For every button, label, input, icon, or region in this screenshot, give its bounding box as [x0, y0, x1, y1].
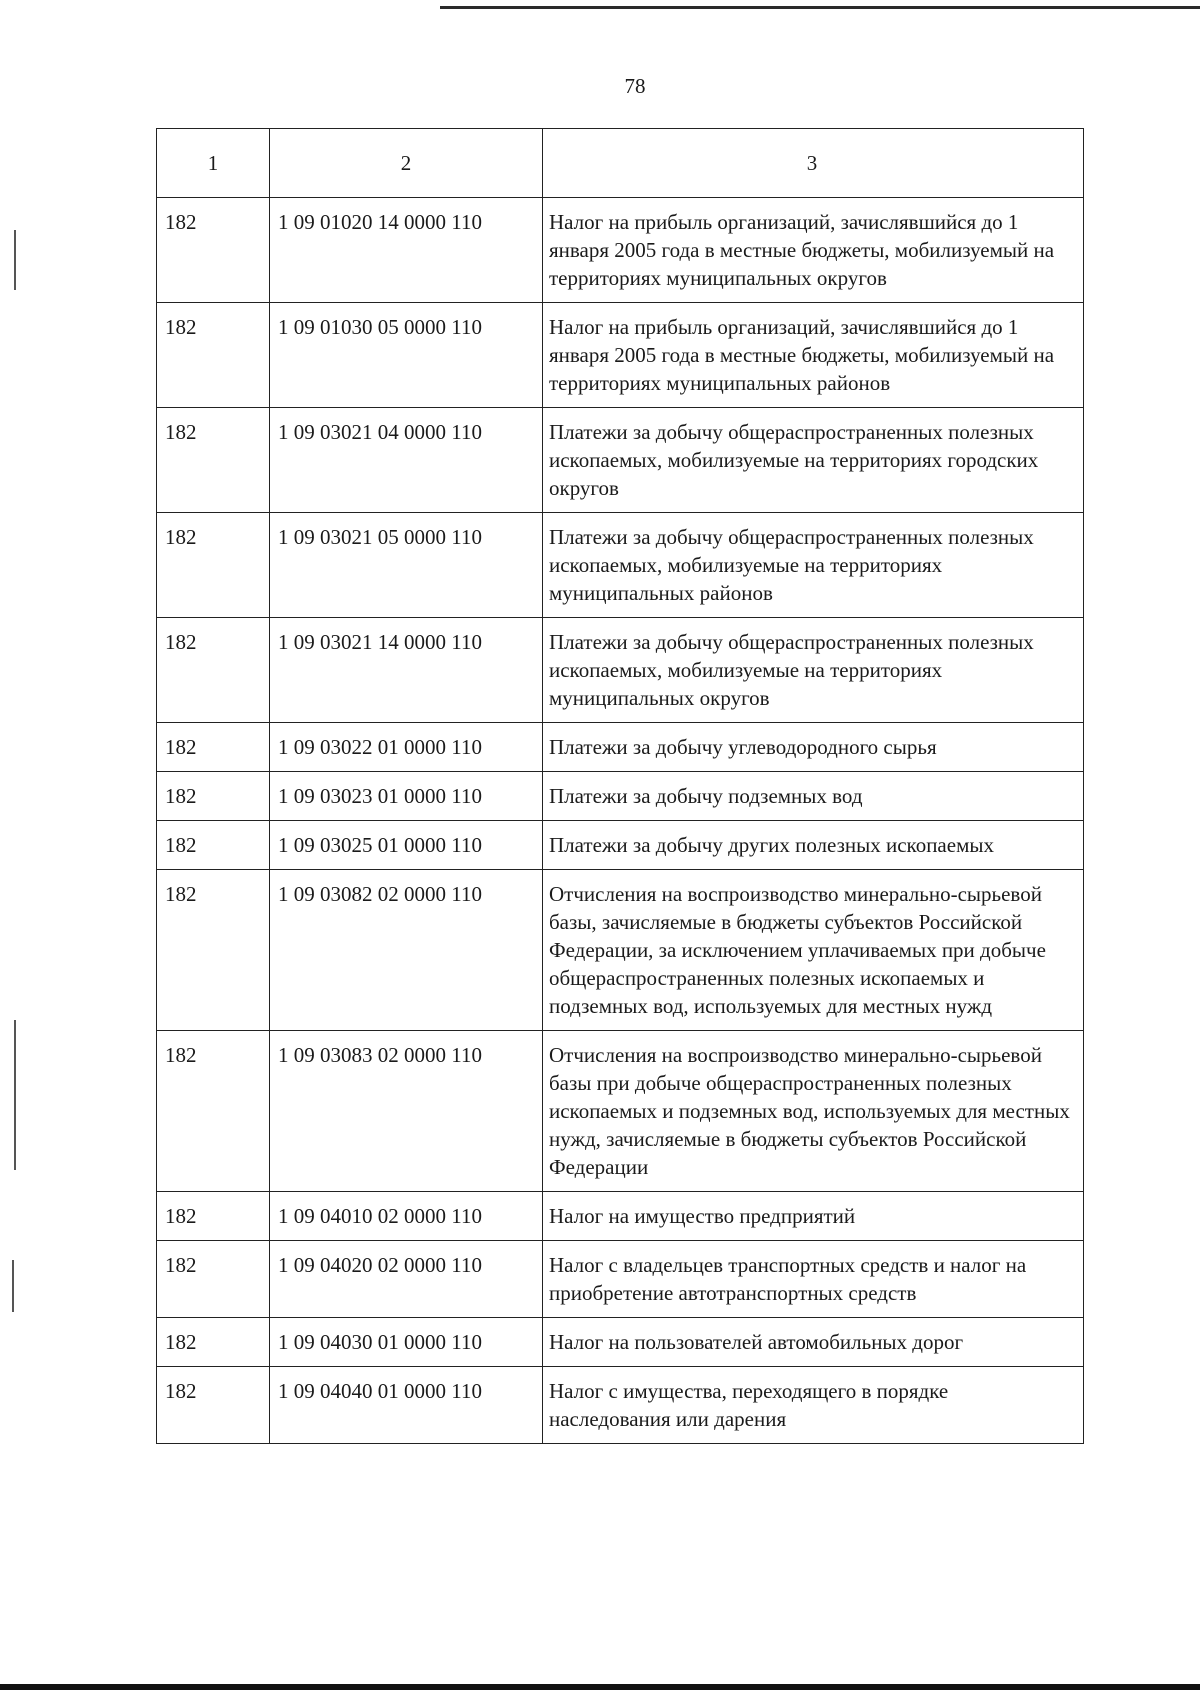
income-name-cell: Платежи за добычу общераспространенных полезных ископаемых, мобилизуемые на территориях городских округов: [543, 408, 1084, 513]
admin-code-cell: 182: [157, 1241, 270, 1318]
table-row: [157, 198, 1084, 303]
income-code-cell: 1 09 03023 01 0000 110: [270, 772, 543, 821]
table-row: [157, 821, 1084, 870]
income-code-cell: 1 09 03021 04 0000 110: [270, 408, 543, 513]
income-name-cell: Налог на прибыль организаций, зачислявшийся до 1 января 2005 года в местные бюджеты, мобилизуемый на территориях муниципальных районов: [543, 303, 1084, 408]
scan-margin-mark: [14, 230, 16, 290]
column-header-1: 1: [157, 129, 270, 198]
admin-code-cell: 182: [157, 618, 270, 723]
income-name-cell: Платежи за добычу подземных вод: [543, 772, 1084, 821]
income-name-cell: Налог на прибыль организаций, зачислявшийся до 1 января 2005 года в местные бюджеты, мобилизуемый на территориях муниципальных округов: [543, 198, 1084, 303]
admin-code-cell: 182: [157, 1031, 270, 1192]
income-code-cell: 1 09 04040 01 0000 110: [270, 1367, 543, 1444]
income-name-cell: Налог на имущество предприятий: [543, 1192, 1084, 1241]
income-code-cell: 1 09 03022 01 0000 110: [270, 723, 543, 772]
income-name-cell: Налог на пользователей автомобильных дорог: [543, 1318, 1084, 1367]
table-row: [157, 1192, 1084, 1241]
income-code-cell: 1 09 01020 14 0000 110: [270, 198, 543, 303]
admin-code-cell: 182: [157, 408, 270, 513]
column-header-3: 3: [543, 129, 1084, 198]
table-row: [157, 513, 1084, 618]
admin-code-cell: 182: [157, 198, 270, 303]
table-row: [157, 870, 1084, 1031]
admin-code-cell: 182: [157, 1192, 270, 1241]
table-row: [157, 723, 1084, 772]
table-row: [157, 772, 1084, 821]
income-code-cell: 1 09 03083 02 0000 110: [270, 1031, 543, 1192]
income-name-cell: Налог с имущества, переходящего в порядке наследования или дарения: [543, 1367, 1084, 1444]
table-row: [157, 303, 1084, 408]
income-name-cell: Платежи за добычу общераспространенных полезных ископаемых, мобилизуемые на территориях муниципальных округов: [543, 618, 1084, 723]
table-row: [157, 1031, 1084, 1192]
admin-code-cell: 182: [157, 821, 270, 870]
income-code-cell: 1 09 03021 05 0000 110: [270, 513, 543, 618]
income-code-cell: 1 09 03021 14 0000 110: [270, 618, 543, 723]
table-row: [157, 1367, 1084, 1444]
scan-margin-mark: [14, 1020, 16, 1170]
income-name-cell: Отчисления на воспроизводство минерально-сырьевой базы при добыче общераспространенных полезных ископаемых и подземных вод, используемых для местных нужд, зачисляемые в бюджеты субъектов Российской Федерации: [543, 1031, 1084, 1192]
table-row: [157, 1318, 1084, 1367]
admin-code-cell: 182: [157, 723, 270, 772]
admin-code-cell: 182: [157, 1367, 270, 1444]
admin-code-cell: 182: [157, 870, 270, 1031]
income-name-cell: Платежи за добычу других полезных ископаемых: [543, 821, 1084, 870]
table-row: [157, 618, 1084, 723]
scan-top-rule: [440, 6, 1200, 9]
admin-code-cell: 182: [157, 513, 270, 618]
income-code-cell: 1 09 04010 02 0000 110: [270, 1192, 543, 1241]
income-name-cell: Налог с владельцев транспортных средств и налог на приобретение автотранспортных средств: [543, 1241, 1084, 1318]
scan-bottom-rule: [0, 1684, 1200, 1690]
admin-code-cell: 182: [157, 1318, 270, 1367]
income-code-cell: 1 09 03025 01 0000 110: [270, 821, 543, 870]
admin-code-cell: 182: [157, 772, 270, 821]
admin-code-cell: 182: [157, 303, 270, 408]
scan-margin-mark: [12, 1260, 14, 1312]
income-code-cell: 1 09 01030 05 0000 110: [270, 303, 543, 408]
income-code-cell: 1 09 04030 01 0000 110: [270, 1318, 543, 1367]
budget-codes-table: [156, 128, 1084, 1444]
income-code-cell: 1 09 03082 02 0000 110: [270, 870, 543, 1031]
page-number: 78: [624, 74, 646, 98]
table-row: [157, 408, 1084, 513]
table-row: [157, 1241, 1084, 1318]
income-name-cell: Платежи за добычу общераспространенных полезных ископаемых, мобилизуемые на территориях муниципальных районов: [543, 513, 1084, 618]
income-code-cell: 1 09 04020 02 0000 110: [270, 1241, 543, 1318]
table-header-row: [157, 129, 1084, 198]
income-name-cell: Отчисления на воспроизводство минерально-сырьевой базы, зачисляемые в бюджеты субъектов Российской Федерации, за исключением уплачиваемых при добыче общераспространенных полезных ископаемых и подземных вод, используемых для местных нужд: [543, 870, 1084, 1031]
income-name-cell: Платежи за добычу углеводородного сырья: [543, 723, 1084, 772]
column-header-2: 2: [270, 129, 543, 198]
